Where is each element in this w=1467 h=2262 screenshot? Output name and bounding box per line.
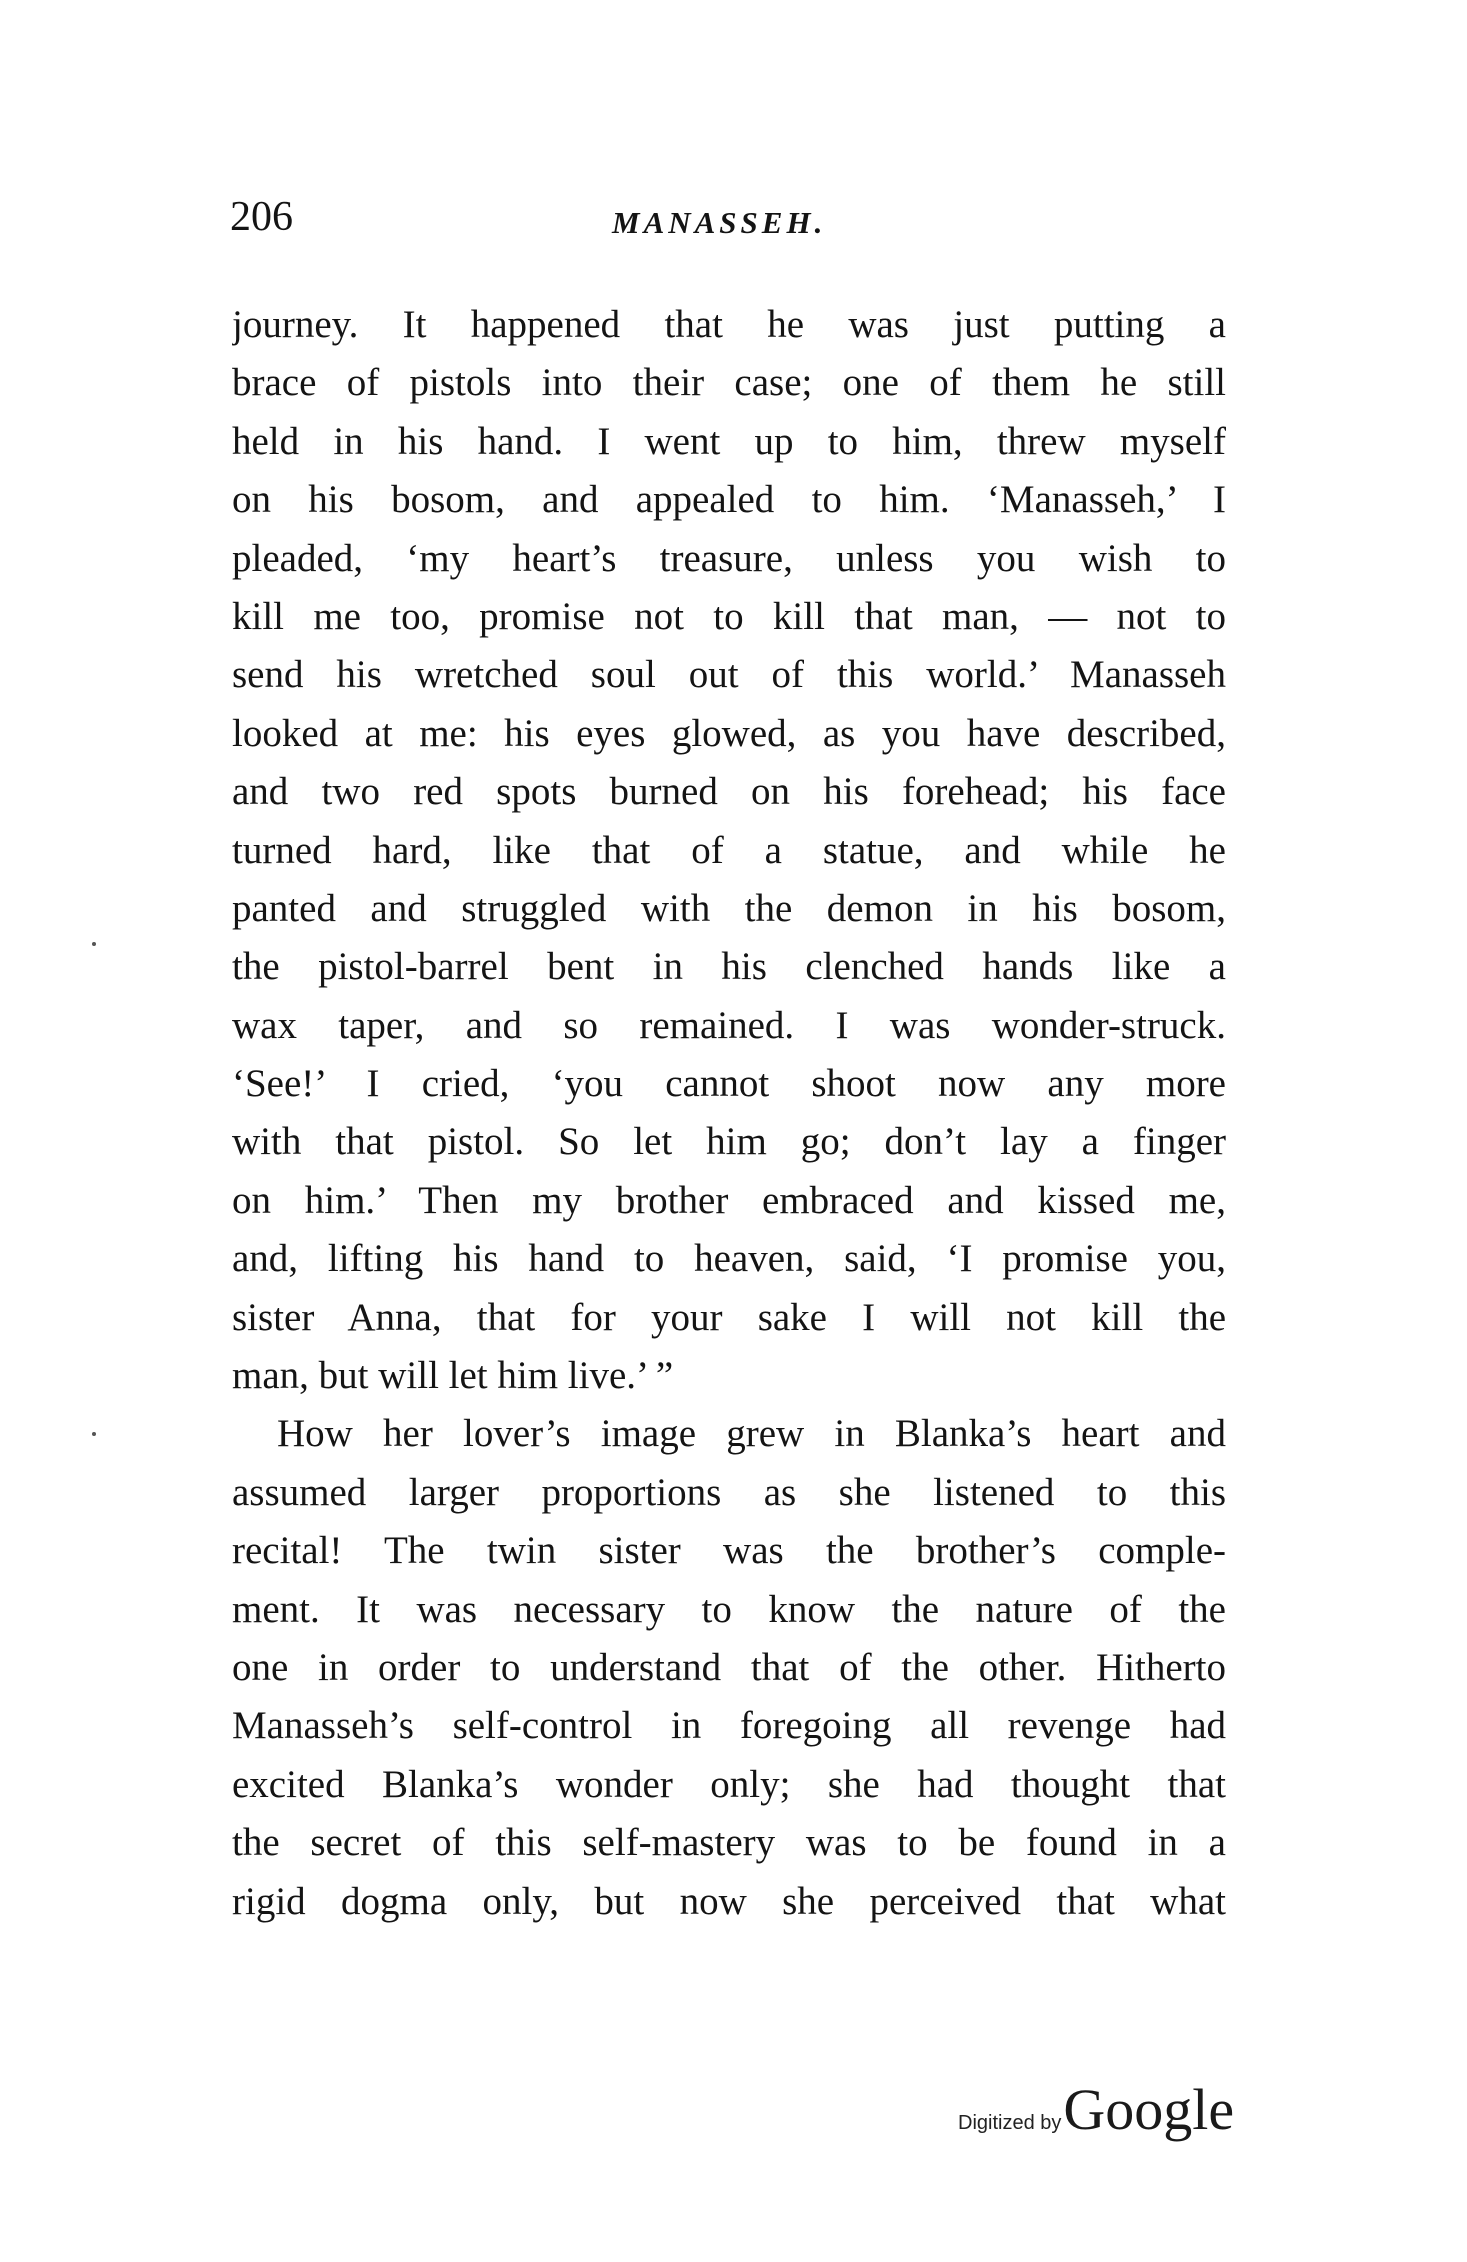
text-line: and two red spots burned on his forehead; his face — [232, 770, 1226, 814]
text-line: sister Anna, that for your sake I will not kill the — [232, 1295, 1226, 1339]
text-line: wax taper, and so remained. I was wonder-struck. — [232, 1003, 1226, 1047]
running-title: MANASSEH. — [612, 205, 827, 240]
body-text — [232, 296, 1226, 1931]
text-line: recital! The twin sister was the brother’s comple- — [232, 1529, 1226, 1573]
text-line: ment. It was necessary to know the nature of the — [232, 1587, 1226, 1631]
text-line: brace of pistols into their case; one of them he still — [232, 361, 1226, 405]
text-line: and, lifting his hand to heaven, said, ‘I promise you, — [232, 1237, 1226, 1281]
text-line: send his wretched soul out of this world.’ Manasseh — [232, 653, 1226, 697]
text-line: kill me too, promise not to kill that man, — not to — [232, 594, 1226, 638]
text-line: How her lover’s image grew in Blanka’s heart and — [277, 1412, 1226, 1456]
text-line: held in his hand. I went up to him, threw myself — [232, 419, 1226, 463]
text-line: assumed larger proportions as she listened to this — [232, 1470, 1226, 1514]
text-line: man, but will let him live.’ ” — [232, 1354, 674, 1398]
text-line: the secret of this self-mastery was to be found in a — [232, 1821, 1226, 1865]
text-line: on him.’ Then my brother embraced and kissed me, — [232, 1178, 1226, 1222]
text-line: Manasseh’s self-control in foregoing all revenge had — [232, 1704, 1226, 1748]
text-line: with that pistol. So let him go; don’t lay a finger — [232, 1120, 1226, 1164]
text-line: ‘See!’ I cried, ‘you cannot shoot now any more — [232, 1062, 1226, 1106]
speck-mark — [92, 942, 96, 946]
text-line: one in order to understand that of the other. Hitherto — [232, 1645, 1226, 1689]
text-line: turned hard, like that of a statue, and while he — [232, 828, 1226, 872]
text-line: on his bosom, and appealed to him. ‘Manasseh,’ I — [232, 478, 1226, 522]
text-line: excited Blanka’s wonder only; she had thought that — [232, 1762, 1226, 1806]
google-logo: Google — [1063, 2077, 1235, 2142]
text-line: looked at me: his eyes glowed, as you have described, — [232, 711, 1226, 755]
text-line: the pistol-barrel bent in his clenched hands like a — [232, 945, 1226, 989]
digitized-watermark — [958, 2076, 1234, 2143]
text-line: rigid dogma only, but now she perceived that what — [232, 1879, 1226, 1923]
digitized-prefix: Digitized by — [958, 2112, 1062, 2134]
text-line: panted and struggled with the demon in his bosom, — [232, 886, 1226, 930]
text-line: pleaded, ‘my heart’s treasure, unless you wish to — [232, 536, 1226, 580]
speck-mark — [92, 1432, 96, 1436]
text-line: journey. It happened that he was just putting a — [232, 303, 1226, 346]
page-number: 206 — [230, 194, 293, 240]
